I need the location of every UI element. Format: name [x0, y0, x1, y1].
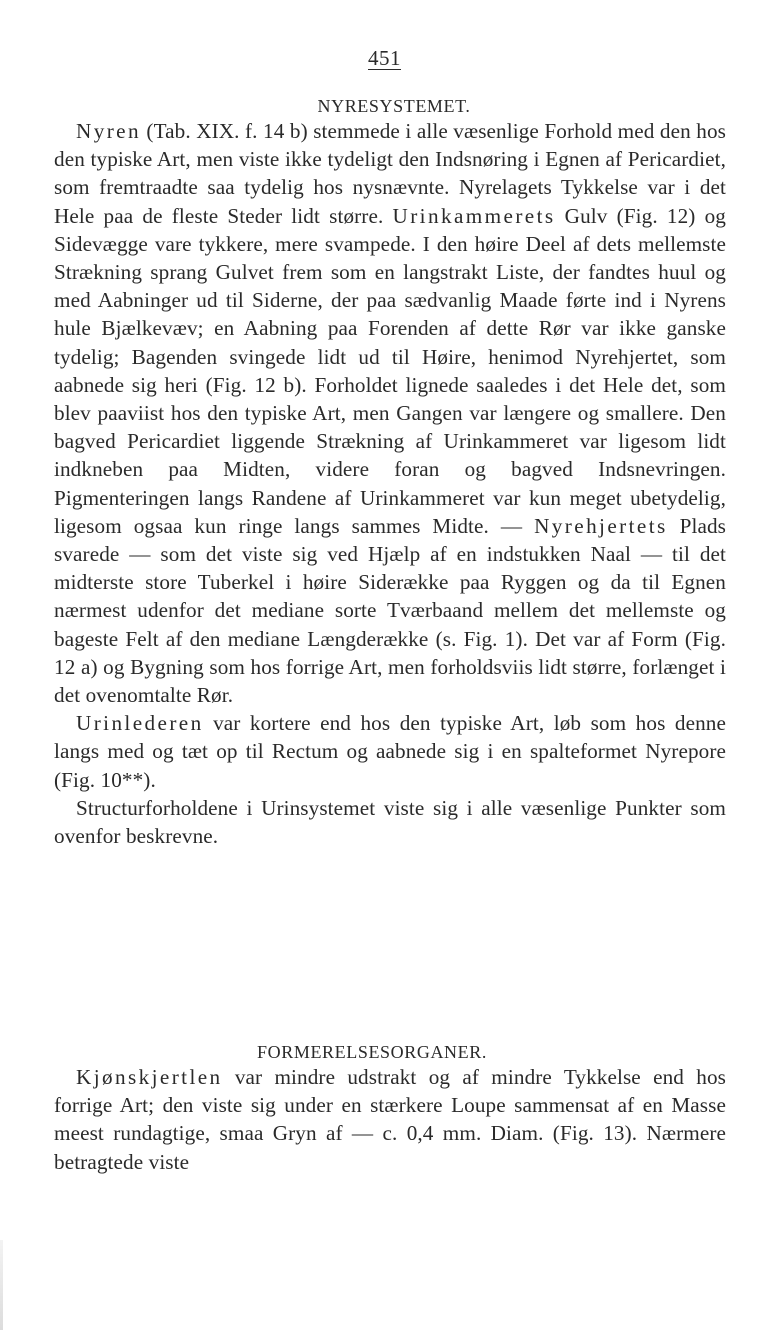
section-title-formerelsesorganer: FORMERELSESORGANER.	[257, 1042, 487, 1062]
text-run: var mindre udstrakt og af mindre Tykkelse end hos forrige Art; den viste sig under en stærkere Loupe sammensat af en Masse meest rundagtige, smaa Gryn af — c. 0,4 mm. Diam. (Fig. 13). Nærmere betragtede viste	[54, 1065, 726, 1174]
scan-edge-shadow	[0, 1240, 3, 1330]
text-run: var kortere end hos den typiske Art, løb som hos denne langs med og tæt op til Rectum og aabnede sig i en spalteformet Nyrepore (Fig. 10**).	[54, 711, 726, 792]
spaced-term: Urinkammerets	[392, 203, 556, 228]
spaced-term: Kjønskjertlen	[76, 1065, 223, 1089]
text-run: (Tab. XIX. f. 14 b) stemmede i alle væsenlige Forhold med den hos den typiske Art, men viste ikke tydeligt den Indsnøring i Egnen af Pericardiet, som fremtraadte saa tydelig hos nysnævnte. Nyrelagets Tykkelse var i det Hele paa de fleste Steder lidt større.	[54, 119, 726, 228]
text-run: Gulv (Fig. 12) og Sidevægge vare tykkere, mere svampede. I den høire Deel af dets mellemste Strækning sprang Gulvet frem som en langstrakt Liste, der fandtes huul og med Aabninger ud til Siderne, der paa sædvanlig Maade førte ind i Nyrens hule Bjælkevæv; en Aabning paa Forenden af dette Rør var ikke ganske tydelig; Bagenden svingede lidt ud til Høire, henimod Nyrehjertet, som aabnede sig heri (Fig. 12 b). Forholdet lignede saaledes i det Hele det, som blev paaviist hos den typiske Art, men Gangen var længere og smallere. Den bagved Pericardiet liggende Strækning af Urinkammeret var ligesom lidt indkneben paa Midten, videre foran og bagved Indsnevringen. Pigmenteringen langs Randene af Urinkammeret var kun meget ubetydelig, ligesom ogsaa kun ringe langs sammes Midte. —	[54, 203, 726, 538]
spaced-term: Urinlederen	[76, 711, 204, 736]
section-body-formerelsesorganer	[54, 1063, 726, 1176]
spaced-term: Nyren	[76, 119, 141, 143]
page-number: 451	[368, 46, 401, 70]
paragraph	[54, 709, 726, 794]
paragraph	[54, 117, 726, 709]
paragraph	[54, 1063, 726, 1176]
paragraph	[54, 794, 726, 850]
section-body-nyresystemet	[54, 117, 726, 850]
section-title-nyresystemet: NYRESYSTEMET.	[317, 96, 471, 116]
spaced-term: Nyrehjertets	[534, 513, 668, 538]
text-run: Plads svarede — som det viste sig ved Hjælp af en indstukken Naal — til det midterste store Tuberkel i høire Siderække paa Ryggen og da til Egnen nærmest udenfor det mediane sorte Tværbaand mellem det mellemste og bageste Felt af den mediane Længderække (s. Fig. 1). Det var af Form (Fig. 12 a) og Bygning som hos forrige Art, men forholdsviis lidt større, forlænget i det ovenomtalte Rør.	[54, 513, 727, 708]
text-run: Structurforholdene i Urinsystemet viste sig i alle væsenlige Punkter som ovenfor beskrevne.	[54, 795, 726, 849]
